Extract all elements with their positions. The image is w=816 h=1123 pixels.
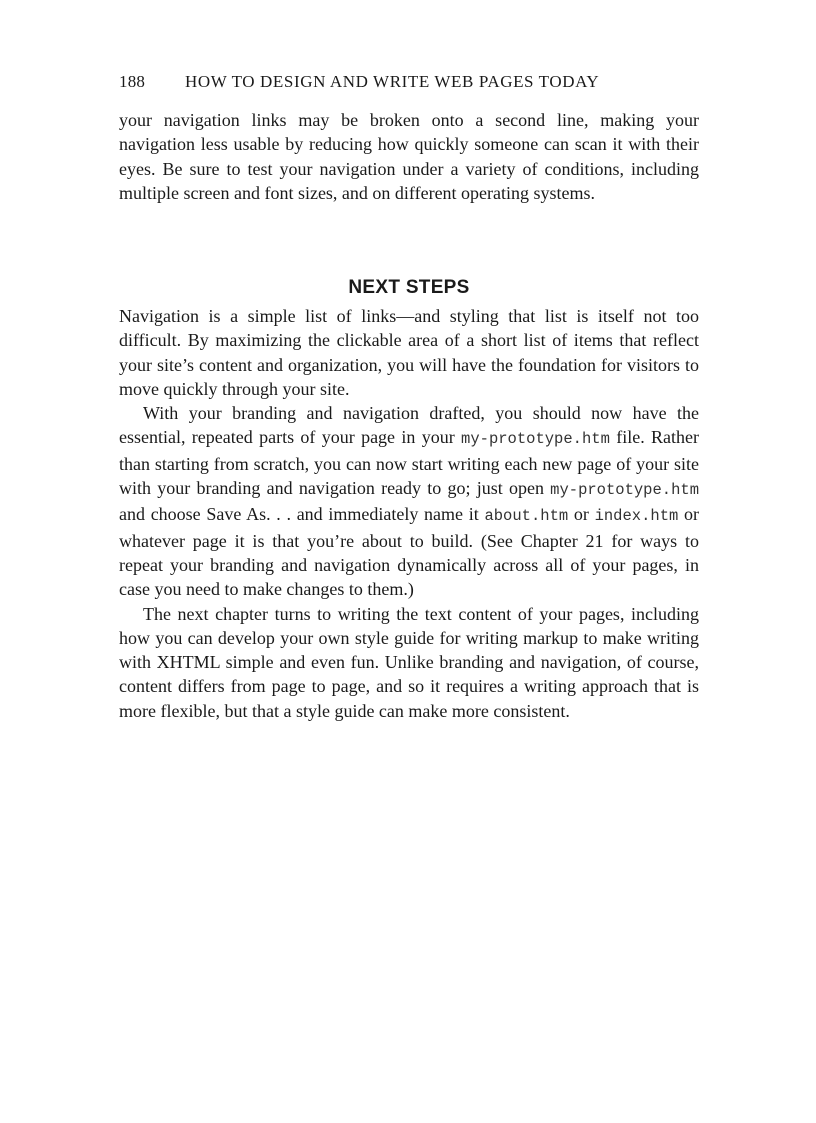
paragraph-2-text-4: or bbox=[568, 504, 595, 525]
intro-paragraph: your navigation links may be broken onto a second line, making your navigation less usable by reducing how quickly someone can scan it with their eyes. Be sure to test your navigation under a variety of conditions, including multiple screen and font sizes, and on different operating systems. bbox=[119, 110, 699, 203]
paragraph-1: Navigation is a simple list of links—and styling that list is itself not too difficult. By maximizing the clickable area of a short list of items that reflect your site’s content and organization, you will have the foundation for visitors to move quickly through your site. bbox=[119, 306, 699, 399]
continued-text bbox=[119, 108, 699, 205]
paragraph-2-text-5: or whatever page it is that you’re about to build. (See Chapter 21 for ways to repeat your branding and navigation dynamically across all of your pages, in case you need to make changes to them.) bbox=[119, 504, 699, 600]
filename-code: index.htm bbox=[594, 507, 679, 526]
filename-code: about.htm bbox=[484, 507, 569, 526]
paragraph-2-text-1: With your branding and navigation drafted, you should now have the essential, repeated parts of your page in your bbox=[119, 403, 699, 448]
paragraph-2-text-2: file. Rather than starting from scratch, you can now start writing each new page of your site with your branding and navigation ready to go; just open bbox=[119, 427, 700, 499]
paragraph-3: The next chapter turns to writing the text content of your pages, including how you can develop your own style guide for writing markup to make writing with XHTML simple and even fun. Unlike branding and navigation, of course, content differs from page to page, and so it requires a writing approach that is more flexible, but that a style guide can make more consistent. bbox=[119, 603, 699, 721]
page-number: 188 bbox=[119, 72, 146, 91]
section-body bbox=[119, 304, 699, 723]
paragraph-2 bbox=[119, 401, 699, 601]
paragraph-2-text-3: and choose Save As. . . and immediately name it bbox=[119, 504, 485, 525]
filename-code: my-prototype.htm bbox=[550, 481, 699, 500]
book-title: HOW TO DESIGN AND WRITE WEB PAGES TODAY bbox=[185, 72, 600, 91]
running-header bbox=[119, 71, 699, 93]
section-heading: NEXT STEPS bbox=[348, 277, 470, 298]
filename-code: my-prototype.htm bbox=[461, 430, 610, 449]
